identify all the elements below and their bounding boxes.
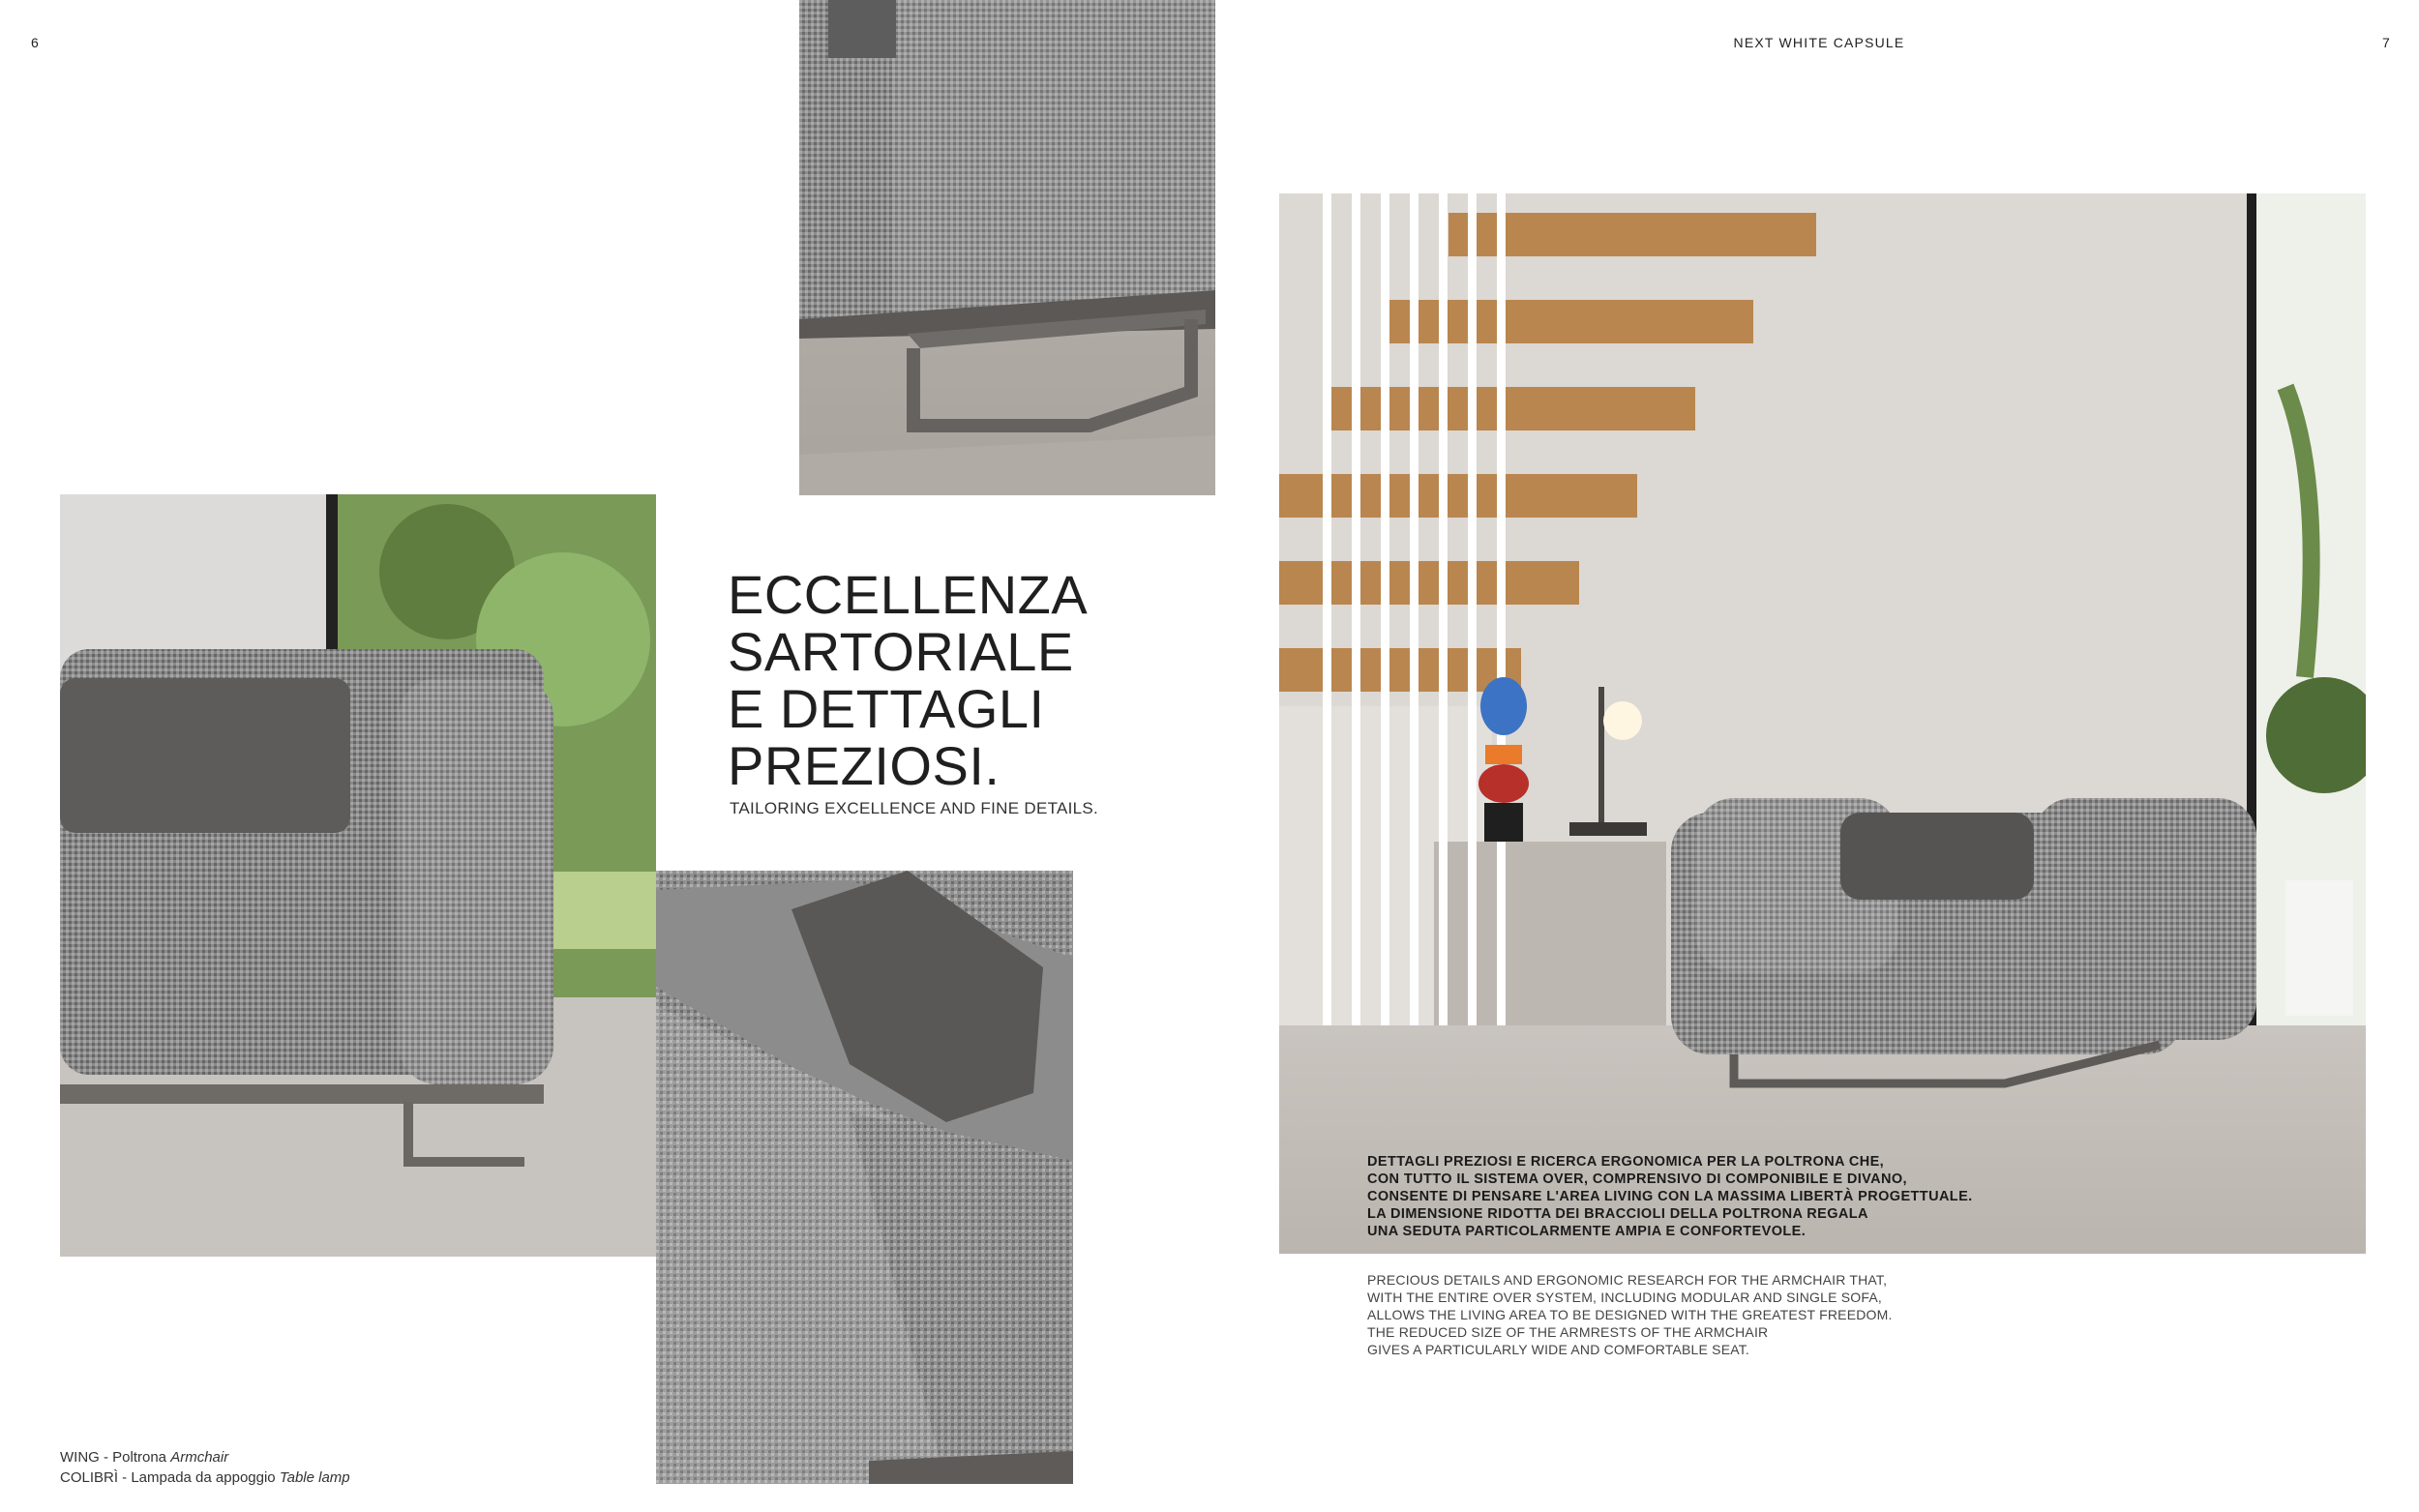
headline-line: E DETTAGLI <box>728 678 1045 739</box>
headline <box>728 566 1134 794</box>
caption-italian <box>1367 1153 2064 1240</box>
credit-translation: Armchair <box>170 1449 229 1466</box>
credit-line <box>60 1447 350 1468</box>
credit-name: WING - Poltrona <box>60 1449 171 1466</box>
caption-line: DETTAGLI PREZIOSI E RICERCA ERGONOMICA PER LA POLTRONA CHE, <box>1367 1154 1885 1170</box>
caption-line: ALLOWS THE LIVING AREA TO BE DESIGNED WITH THE GREATEST FREEDOM. <box>1367 1307 1893 1322</box>
caption-line: THE REDUCED SIZE OF THE ARMRESTS OF THE ARMCHAIR <box>1367 1324 1769 1340</box>
caption-line: GIVES A PARTICULARLY WIDE AND COMFORTABLE SEAT. <box>1367 1342 1750 1357</box>
headline-line: PREZIOSI. <box>728 735 1000 796</box>
caption-line: UNA SEDUTA PARTICOLARMENTE AMPIA E CONFORTEVOLE. <box>1367 1224 1807 1239</box>
caption-line: WITH THE ENTIRE OVER SYSTEM, INCLUDING MODULAR AND SINGLE SOFA, <box>1367 1290 1882 1305</box>
headline-line: SARTORIALE <box>728 621 1074 682</box>
photo-cushion-closeup <box>656 871 1073 1484</box>
headline-line: ECCELLENZA <box>728 564 1089 625</box>
page-number-right: 7 <box>2382 35 2391 50</box>
photo-living-room-armchair <box>1279 193 2366 1254</box>
caption-line: PRECIOUS DETAILS AND ERGONOMIC RESEARCH FOR THE ARMCHAIR THAT, <box>1367 1272 1888 1288</box>
credit-line <box>60 1468 350 1488</box>
caption-line: CONSENTE DI PENSARE L'AREA LIVING CON LA MASSIMA LIBERTÀ PROGETTUALE. <box>1367 1189 1973 1204</box>
photo-sofa-armrest <box>60 494 656 1257</box>
page-number-left: 6 <box>31 35 40 50</box>
credit-name: COLIBRÌ - Lampada da appoggio <box>60 1469 280 1486</box>
headline-subtitle: TAILORING EXCELLENCE AND FINE DETAILS. <box>730 799 1099 817</box>
product-credits <box>60 1447 350 1488</box>
credit-translation: Table lamp <box>279 1469 350 1486</box>
caption-line: LA DIMENSIONE RIDOTTA DEI BRACCIOLI DELLA POLTRONA REGALA <box>1367 1206 1868 1222</box>
caption-line: CON TUTTO IL SISTEMA OVER, COMPRENSIVO DI COMPONIBILE E DIVANO, <box>1367 1171 1907 1187</box>
photo-armchair-base-detail <box>799 0 1215 495</box>
caption-english <box>1367 1271 1967 1358</box>
running-title: NEXT WHITE CAPSULE <box>1733 35 1905 50</box>
